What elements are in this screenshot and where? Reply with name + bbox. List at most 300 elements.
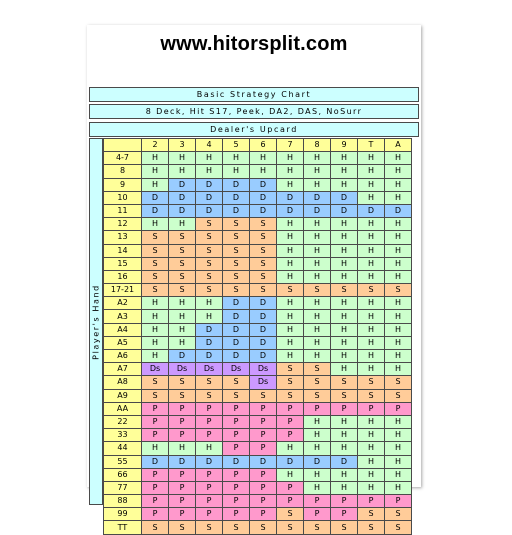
action-cell: S [304, 521, 331, 534]
action-cell: S [385, 508, 412, 521]
hand-label: 15 [104, 257, 142, 270]
action-cell: H [277, 442, 304, 455]
action-cell: S [250, 389, 277, 402]
action-cell: H [196, 165, 223, 178]
hand-row [104, 218, 412, 231]
hand-label: 8 [104, 165, 142, 178]
action-cell: H [358, 455, 385, 468]
action-cell: H [358, 323, 385, 336]
action-cell: D [250, 178, 277, 191]
action-cell: D [196, 350, 223, 363]
action-cell: S [223, 270, 250, 283]
hand-row [104, 495, 412, 508]
rules-line: 8 Deck, Hit S17, Peek, DA2, DAS, NoSurr [89, 104, 419, 119]
action-cell: H [142, 350, 169, 363]
action-cell: P [250, 468, 277, 481]
action-cell: H [358, 350, 385, 363]
action-cell: P [358, 495, 385, 508]
action-cell: S [196, 284, 223, 297]
action-cell: P [358, 402, 385, 415]
strategy-card [87, 25, 421, 532]
action-cell: P [169, 429, 196, 442]
action-cell: D [196, 455, 223, 468]
hand-label: A6 [104, 350, 142, 363]
action-cell: H [331, 231, 358, 244]
action-cell: H [223, 165, 250, 178]
action-cell: P [223, 402, 250, 415]
action-cell: H [358, 481, 385, 494]
action-cell: H [358, 468, 385, 481]
action-cell: Ds [250, 363, 277, 376]
action-cell: P [169, 468, 196, 481]
action-cell: S [304, 363, 331, 376]
hand-label: 44 [104, 442, 142, 455]
action-cell: H [331, 323, 358, 336]
action-cell: H [304, 231, 331, 244]
action-cell: H [331, 244, 358, 257]
hand-row [104, 297, 412, 310]
action-cell: H [385, 429, 412, 442]
action-cell: H [358, 218, 385, 231]
upcard-header: A [385, 139, 412, 152]
action-cell: H [304, 468, 331, 481]
action-cell: Ds [196, 363, 223, 376]
action-cell: H [385, 178, 412, 191]
action-cell: H [277, 336, 304, 349]
action-cell: D [331, 455, 358, 468]
action-cell: S [250, 244, 277, 257]
action-cell: S [142, 270, 169, 283]
action-cell: H [358, 257, 385, 270]
action-cell: D [277, 191, 304, 204]
upcard-header: 6 [250, 139, 277, 152]
action-cell: H [358, 415, 385, 428]
action-cell: H [277, 152, 304, 165]
action-cell: P [169, 481, 196, 494]
action-cell: S [169, 270, 196, 283]
action-cell: S [277, 508, 304, 521]
action-cell: S [169, 389, 196, 402]
hand-label: AA [104, 402, 142, 415]
hand-label: 14 [104, 244, 142, 257]
action-cell: S [358, 284, 385, 297]
hand-row [104, 270, 412, 283]
action-cell: P [277, 495, 304, 508]
action-cell: S [277, 363, 304, 376]
action-cell: S [169, 244, 196, 257]
action-cell: H [385, 297, 412, 310]
action-cell: D [223, 323, 250, 336]
action-cell: H [304, 429, 331, 442]
player-hand-label: Player's Hand [91, 283, 101, 360]
action-cell: H [304, 323, 331, 336]
hand-row [104, 323, 412, 336]
action-cell: H [304, 178, 331, 191]
upcard-header: 4 [196, 139, 223, 152]
action-cell: S [304, 376, 331, 389]
action-cell: S [169, 257, 196, 270]
action-cell: H [385, 310, 412, 323]
strategy-grid [103, 138, 412, 535]
action-cell: H [196, 310, 223, 323]
action-cell: H [277, 310, 304, 323]
action-cell: H [358, 165, 385, 178]
hand-label: 55 [104, 455, 142, 468]
action-cell: S [169, 231, 196, 244]
action-cell: D [277, 204, 304, 217]
action-cell: D [169, 204, 196, 217]
action-cell: D [169, 178, 196, 191]
action-cell: H [169, 323, 196, 336]
action-cell: P [331, 495, 358, 508]
action-cell: H [142, 165, 169, 178]
action-cell: S [331, 284, 358, 297]
action-cell: H [358, 336, 385, 349]
hand-row [104, 429, 412, 442]
action-cell: D [250, 310, 277, 323]
hand-label: A7 [104, 363, 142, 376]
action-cell: H [142, 297, 169, 310]
action-cell: D [358, 204, 385, 217]
hand-label: 11 [104, 204, 142, 217]
action-cell: H [304, 442, 331, 455]
action-cell: Ds [142, 363, 169, 376]
action-cell: P [250, 415, 277, 428]
action-cell: H [385, 257, 412, 270]
action-cell: P [250, 429, 277, 442]
hand-label: A5 [104, 336, 142, 349]
action-cell: H [358, 310, 385, 323]
action-cell: H [331, 429, 358, 442]
upcard-header: 5 [223, 139, 250, 152]
action-cell: S [169, 521, 196, 534]
action-cell: D [223, 455, 250, 468]
hand-label: A3 [104, 310, 142, 323]
action-cell: S [331, 376, 358, 389]
action-cell: S [250, 218, 277, 231]
upcard-header: 8 [304, 139, 331, 152]
action-cell: S [331, 389, 358, 402]
action-cell: H [304, 218, 331, 231]
action-cell: S [277, 389, 304, 402]
action-cell: P [277, 415, 304, 428]
action-cell: S [142, 244, 169, 257]
action-cell: S [196, 244, 223, 257]
action-cell: S [223, 218, 250, 231]
action-cell: P [169, 415, 196, 428]
action-cell: H [277, 231, 304, 244]
action-cell: P [223, 481, 250, 494]
action-cell: H [304, 336, 331, 349]
action-cell: S [142, 521, 169, 534]
action-cell: H [358, 231, 385, 244]
action-cell: H [277, 270, 304, 283]
action-cell: H [304, 297, 331, 310]
action-cell: H [142, 310, 169, 323]
action-cell: H [304, 165, 331, 178]
action-cell: P [142, 495, 169, 508]
hand-row [104, 363, 412, 376]
action-cell: H [358, 429, 385, 442]
action-cell: S [196, 376, 223, 389]
action-cell: H [358, 191, 385, 204]
action-cell: S [196, 389, 223, 402]
hand-row [104, 481, 412, 494]
hand-label: 22 [104, 415, 142, 428]
action-cell: S [304, 284, 331, 297]
action-cell: D [250, 204, 277, 217]
action-cell: H [142, 178, 169, 191]
action-cell: P [196, 429, 223, 442]
hand-row [104, 231, 412, 244]
action-cell: D [250, 191, 277, 204]
action-cell: H [196, 297, 223, 310]
action-cell: S [358, 508, 385, 521]
hand-row [104, 165, 412, 178]
action-cell: P [196, 468, 223, 481]
action-cell: H [385, 455, 412, 468]
hand-row [104, 204, 412, 217]
action-cell: H [385, 350, 412, 363]
action-cell: S [385, 389, 412, 402]
hand-label: TT [104, 521, 142, 534]
action-cell: H [385, 152, 412, 165]
action-cell: P [223, 495, 250, 508]
action-cell: S [358, 376, 385, 389]
action-cell: H [331, 152, 358, 165]
action-cell: H [385, 165, 412, 178]
action-cell: H [196, 442, 223, 455]
action-cell: S [250, 257, 277, 270]
hand-row [104, 178, 412, 191]
action-cell: P [277, 402, 304, 415]
action-cell: D [142, 204, 169, 217]
action-cell: H [385, 244, 412, 257]
action-cell: P [304, 508, 331, 521]
action-cell: S [196, 218, 223, 231]
action-cell: H [331, 481, 358, 494]
action-cell: H [277, 257, 304, 270]
action-cell: S [250, 521, 277, 534]
action-cell: S [196, 231, 223, 244]
action-cell: S [277, 376, 304, 389]
hand-row [104, 402, 412, 415]
action-cell: P [169, 508, 196, 521]
hand-label: A4 [104, 323, 142, 336]
action-cell: P [196, 402, 223, 415]
action-cell: H [358, 297, 385, 310]
action-cell: S [142, 231, 169, 244]
upcard-header-row [104, 139, 412, 152]
action-cell: H [385, 336, 412, 349]
action-cell: D [142, 191, 169, 204]
action-cell: H [169, 297, 196, 310]
action-cell: S [385, 376, 412, 389]
action-cell: H [358, 244, 385, 257]
action-cell: H [331, 415, 358, 428]
action-cell: Ds [250, 376, 277, 389]
hand-row [104, 508, 412, 521]
action-cell: P [250, 508, 277, 521]
action-cell: P [385, 402, 412, 415]
hand-row [104, 415, 412, 428]
action-cell: H [331, 468, 358, 481]
chart-title: Basic Strategy Chart [89, 87, 419, 102]
action-cell: H [331, 257, 358, 270]
hand-label: 4-7 [104, 152, 142, 165]
action-cell: H [142, 323, 169, 336]
action-cell: H [277, 178, 304, 191]
action-cell: D [169, 191, 196, 204]
action-cell: D [223, 297, 250, 310]
action-cell: S [250, 284, 277, 297]
action-cell: S [196, 521, 223, 534]
action-cell: H [385, 415, 412, 428]
action-cell: D [142, 455, 169, 468]
action-cell: P [277, 429, 304, 442]
action-cell: H [385, 363, 412, 376]
action-cell: H [385, 442, 412, 455]
action-cell: H [304, 310, 331, 323]
action-cell: H [385, 191, 412, 204]
action-cell: S [169, 376, 196, 389]
action-cell: D [304, 455, 331, 468]
action-cell: P [142, 468, 169, 481]
action-cell: D [196, 323, 223, 336]
action-cell: H [277, 165, 304, 178]
action-cell: P [142, 508, 169, 521]
corner-cell [104, 139, 142, 152]
hand-row [104, 284, 412, 297]
action-cell: P [223, 468, 250, 481]
action-cell: H [304, 415, 331, 428]
action-cell: P [142, 429, 169, 442]
action-cell: D [250, 297, 277, 310]
action-cell: H [277, 297, 304, 310]
action-cell: S [223, 257, 250, 270]
action-cell: S [142, 376, 169, 389]
action-cell: D [223, 350, 250, 363]
action-cell: P [304, 402, 331, 415]
hand-row [104, 244, 412, 257]
hand-row [104, 257, 412, 270]
action-cell: D [223, 191, 250, 204]
upcard-header: 9 [331, 139, 358, 152]
upcard-header: 3 [169, 139, 196, 152]
hand-label: 12 [104, 218, 142, 231]
action-cell: P [331, 402, 358, 415]
hand-label: A2 [104, 297, 142, 310]
action-cell: H [331, 442, 358, 455]
action-cell: H [304, 244, 331, 257]
hand-row [104, 350, 412, 363]
action-cell: S [223, 389, 250, 402]
action-cell: D [250, 336, 277, 349]
action-cell: S [223, 376, 250, 389]
action-cell: P [169, 402, 196, 415]
hand-row [104, 376, 412, 389]
action-cell: H [304, 350, 331, 363]
action-cell: S [331, 521, 358, 534]
hand-row [104, 336, 412, 349]
action-cell: D [304, 191, 331, 204]
hand-row [104, 191, 412, 204]
action-cell: S [196, 257, 223, 270]
action-cell: D [223, 204, 250, 217]
hand-row [104, 442, 412, 455]
site-title: www.hitorsplit.com [160, 33, 348, 55]
action-cell: S [250, 231, 277, 244]
action-cell: H [358, 270, 385, 283]
action-cell: S [142, 284, 169, 297]
action-cell: P [250, 442, 277, 455]
action-cell: D [196, 204, 223, 217]
action-cell: P [142, 402, 169, 415]
action-cell: H [277, 323, 304, 336]
action-cell: H [385, 231, 412, 244]
action-cell: H [277, 218, 304, 231]
action-cell: D [250, 323, 277, 336]
hand-label: 77 [104, 481, 142, 494]
action-cell: S [385, 284, 412, 297]
action-cell: H [385, 481, 412, 494]
action-cell: H [142, 152, 169, 165]
action-cell: S [142, 257, 169, 270]
hand-row [104, 389, 412, 402]
action-cell: D [196, 191, 223, 204]
action-cell: S [385, 521, 412, 534]
action-cell: D [277, 455, 304, 468]
action-cell: H [277, 468, 304, 481]
action-cell: H [169, 152, 196, 165]
action-cell: D [223, 178, 250, 191]
action-cell: H [304, 270, 331, 283]
action-cell: H [250, 152, 277, 165]
action-cell: H [331, 310, 358, 323]
action-cell: D [385, 204, 412, 217]
action-cell: P [223, 415, 250, 428]
action-cell: H [331, 350, 358, 363]
action-cell: P [331, 508, 358, 521]
action-cell: D [196, 336, 223, 349]
action-cell: H [223, 152, 250, 165]
action-cell: S [223, 231, 250, 244]
action-cell: H [331, 363, 358, 376]
action-cell: D [331, 204, 358, 217]
hand-row [104, 468, 412, 481]
hand-label: 16 [104, 270, 142, 283]
action-cell: S [196, 270, 223, 283]
upcard-header: T [358, 139, 385, 152]
action-cell: H [331, 336, 358, 349]
action-cell: H [277, 350, 304, 363]
dealer-upcard-label: Dealer's Upcard [89, 122, 419, 137]
action-cell: H [331, 165, 358, 178]
hand-label: 10 [104, 191, 142, 204]
action-cell: P [196, 415, 223, 428]
action-cell: P [250, 402, 277, 415]
action-cell: P [196, 481, 223, 494]
action-cell: S [304, 389, 331, 402]
action-cell: H [358, 442, 385, 455]
action-cell: H [385, 270, 412, 283]
action-cell: P [223, 429, 250, 442]
action-cell: S [142, 389, 169, 402]
action-cell: D [223, 336, 250, 349]
action-cell: H [169, 165, 196, 178]
action-cell: H [304, 481, 331, 494]
action-cell: P [385, 495, 412, 508]
